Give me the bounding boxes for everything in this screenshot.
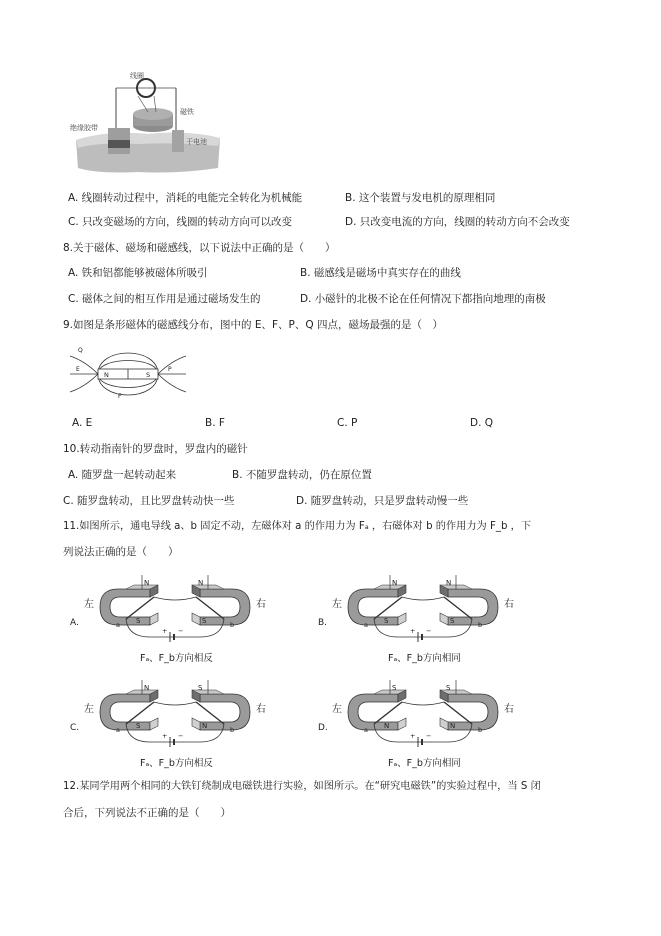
- magnet-label: 磁铁: [180, 108, 194, 116]
- q8-option-a[interactable]: A. 铁和铝都能够被磁体所吸引: [68, 267, 208, 279]
- figure-letter: B.: [318, 618, 328, 628]
- figure-caption: Fₐ、F_b方向相同: [388, 758, 461, 769]
- left-side-label: 左: [332, 704, 342, 715]
- battery-label: 干电池: [186, 138, 207, 146]
- q11-figure-b[interactable]: [318, 575, 528, 665]
- q10-stem: 10.转动指南针的罗盘时，罗盘内的磁针: [63, 443, 248, 455]
- q7-option-d[interactable]: D. 只改变电流的方向，线圈的转动方向不会改变: [345, 216, 570, 228]
- point-f-label: F: [118, 393, 122, 400]
- battery-minus-label: −: [426, 732, 432, 740]
- q11-stem-line1: 11.如图所示，通电导线 a、b 固定不动，左磁体对 a 的作用力为 Fₐ ，右磁体对 b 的作用力为 F_b ，下: [63, 521, 532, 532]
- bottom-right-pole-label: N: [202, 722, 208, 730]
- wire-b-label: b: [478, 726, 483, 734]
- battery-minus-label: −: [426, 627, 432, 635]
- battery-plus-label: +: [162, 627, 168, 635]
- top-right-pole-label: S: [446, 684, 451, 692]
- tape-label: 绝缘胶带: [70, 124, 98, 132]
- battery-plus-label: +: [162, 732, 168, 740]
- q7-option-b[interactable]: B. 这个装置与发电机的原理相同: [345, 192, 496, 204]
- motor-apparatus-figure: [68, 68, 228, 176]
- figure-letter: D.: [318, 723, 328, 733]
- wire-a-label: a: [116, 726, 120, 734]
- bar-magnet-field-figure: [68, 342, 188, 402]
- battery-minus-label: −: [178, 732, 184, 740]
- bottom-right-pole-label: S: [450, 617, 455, 625]
- top-left-pole-label: S: [392, 684, 397, 692]
- bottom-left-pole-label: S: [136, 617, 141, 625]
- q9-stem: 9.如图是条形磁体的磁感线分布，图中的 E、F、P、Q 四点，磁场最强的是（ ）: [63, 319, 443, 331]
- top-left-pole-label: N: [144, 684, 150, 692]
- q10-option-d[interactable]: D. 随罗盘转动，只是罗盘转动慢一些: [296, 495, 469, 507]
- wire-b-label: b: [230, 621, 235, 629]
- q7-option-a[interactable]: A. 线圈转动过程中，消耗的电能完全转化为机械能: [68, 192, 303, 204]
- q9-option-c[interactable]: C. P: [337, 417, 358, 429]
- left-side-label: 左: [332, 599, 342, 610]
- magnet-n-label: N: [104, 371, 109, 379]
- q11-figure-a[interactable]: [70, 575, 280, 665]
- q10-option-c[interactable]: C. 随罗盘转动，且比罗盘转动快一些: [63, 495, 235, 507]
- figure-caption: Fₐ、F_b方向相反: [140, 653, 213, 664]
- q11-figure-d[interactable]: [318, 680, 528, 770]
- q11-figure-c[interactable]: [70, 680, 280, 770]
- top-left-pole-label: N: [144, 579, 150, 587]
- top-left-pole-label: N: [392, 579, 398, 587]
- battery-minus-label: −: [178, 627, 184, 635]
- q9-option-b[interactable]: B. F: [205, 417, 225, 429]
- battery-plus-label: +: [410, 732, 416, 740]
- right-side-label: 右: [504, 599, 514, 610]
- bottom-left-pole-label: N: [384, 722, 390, 730]
- point-e-label: E: [76, 366, 80, 373]
- figure-letter: C.: [70, 723, 80, 733]
- q10-option-b[interactable]: B. 不随罗盘转动，仍在原位置: [232, 469, 372, 481]
- q9-option-a[interactable]: A. E: [72, 417, 93, 429]
- left-side-label: 左: [84, 599, 94, 610]
- wire-a-label: a: [364, 726, 368, 734]
- wire-a-label: a: [116, 621, 120, 629]
- bottom-right-pole-label: N: [450, 722, 456, 730]
- wire-b-label: b: [230, 726, 235, 734]
- q9-option-d[interactable]: D. Q: [470, 417, 494, 429]
- q8-option-c[interactable]: C. 磁体之间的相互作用是通过磁场发生的: [68, 293, 261, 305]
- figure-caption: Fₐ、F_b方向相同: [388, 653, 461, 664]
- q8-stem: 8.关于磁体、磁场和磁感线，以下说法中正确的是（ ）: [63, 242, 336, 254]
- right-side-label: 右: [256, 599, 266, 610]
- bottom-right-pole-label: S: [202, 617, 207, 625]
- bottom-left-pole-label: S: [384, 617, 389, 625]
- point-q-label: Q: [78, 347, 83, 354]
- magnet-s-label: S: [146, 371, 151, 379]
- left-side-label: 左: [84, 704, 94, 715]
- top-right-pole-label: S: [198, 684, 203, 692]
- point-p-label: P: [168, 366, 172, 373]
- q12-stem-line1: 12.某同学用两个相同的大铁钉绕制成电磁铁进行实验，如图所示。在“研究电磁铁”的实验过程中，当 S 闭: [63, 781, 541, 792]
- top-right-pole-label: N: [198, 579, 204, 587]
- bottom-left-pole-label: S: [136, 722, 141, 730]
- q11-stem-line2: 列说法正确的是（ ）: [63, 546, 179, 558]
- battery-plus-label: +: [410, 627, 416, 635]
- q7-option-c[interactable]: C. 只改变磁场的方向，线圈的转动方向可以改变: [68, 216, 293, 228]
- q8-option-d[interactable]: D. 小磁针的北极不论在任何情况下都指向地理的南极: [300, 293, 546, 305]
- figure-letter: A.: [70, 618, 79, 628]
- q12-stem-line2: 合后，下列说法不正确的是（ ）: [63, 807, 231, 819]
- top-right-pole-label: N: [446, 579, 452, 587]
- q8-option-b[interactable]: B. 磁感线是磁场中真实存在的曲线: [300, 267, 461, 279]
- right-side-label: 右: [504, 704, 514, 715]
- right-side-label: 右: [256, 704, 266, 715]
- wire-b-label: b: [478, 621, 483, 629]
- q10-option-a[interactable]: A. 随罗盘一起转动起来: [68, 469, 177, 481]
- coil-label: 线圈: [130, 72, 144, 80]
- figure-caption: Fₐ、F_b方向相反: [140, 758, 213, 769]
- wire-a-label: a: [364, 621, 368, 629]
